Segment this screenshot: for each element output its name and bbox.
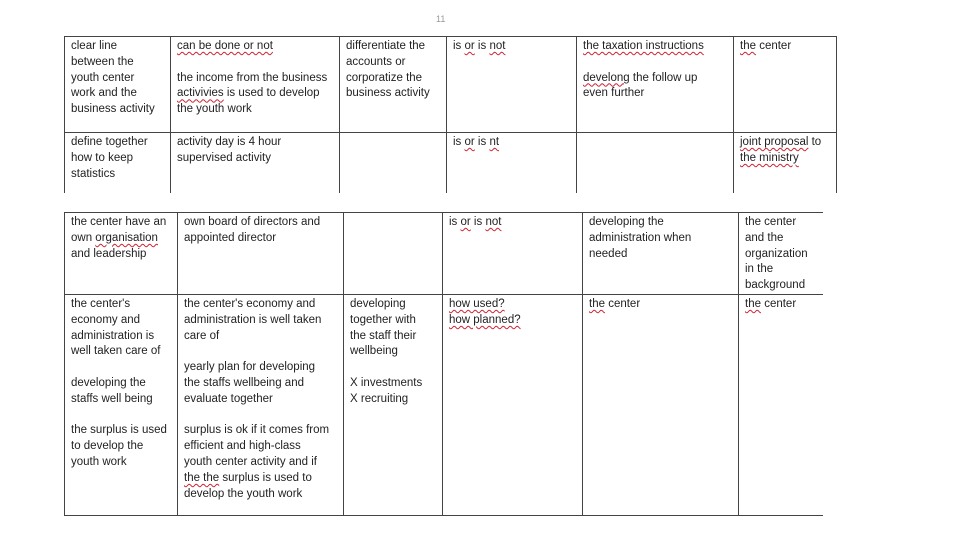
cell-line: the staffs wellbeing and	[184, 376, 304, 389]
cell-line: define together	[71, 136, 148, 148]
cell-line: developing	[350, 297, 406, 310]
cell-line	[71, 360, 173, 376]
table-cell	[65, 37, 171, 133]
cell-line: the staff their	[350, 329, 417, 342]
table-cell	[65, 294, 178, 515]
cell-line: is or is not	[449, 216, 502, 228]
page-number: 11	[436, 14, 446, 24]
table-cell	[583, 213, 739, 295]
cell-line: activivies is used to develop	[177, 87, 320, 100]
cell-line	[71, 408, 173, 424]
cell-line: supervised activity	[177, 151, 271, 164]
cell-line: is or is nt	[453, 136, 500, 148]
table-cell	[739, 213, 823, 295]
table-cell	[340, 37, 447, 133]
cell-line: care of	[184, 329, 220, 342]
cell-line: the center	[745, 216, 797, 228]
table-cell	[340, 133, 447, 194]
table-cell	[583, 294, 739, 515]
table-cell	[171, 37, 340, 133]
cell-line: needed	[589, 247, 628, 260]
table-cell	[443, 213, 583, 295]
cell-line: and the	[745, 231, 784, 244]
cell-line: X investments	[350, 376, 423, 389]
table-cell	[577, 133, 734, 194]
table-top	[64, 36, 837, 193]
cell-line: differentiate the	[346, 40, 426, 52]
table-cell	[734, 37, 837, 133]
cell-line: the taxation instructions	[583, 40, 704, 52]
table-cell	[734, 133, 837, 194]
cell-line	[177, 55, 335, 71]
cell-line: youth center	[71, 71, 135, 84]
table-cell	[443, 294, 583, 515]
cell-line: own organisation	[71, 231, 158, 244]
cell-line	[184, 344, 339, 360]
table-cell	[344, 294, 443, 515]
cell-line: surplus is ok if it comes from	[184, 424, 330, 437]
cell-line: is or is not	[453, 40, 506, 52]
cell-line: can be done or not	[177, 40, 273, 52]
cell-line: the center have an	[71, 216, 167, 228]
cell-line: activity day is 4 hour	[177, 136, 282, 148]
table-cell	[577, 37, 734, 133]
cell-line: business activity	[71, 103, 155, 116]
cell-line: the center	[740, 40, 792, 52]
cell-line: develop the youth work	[184, 487, 303, 500]
cell-line	[184, 408, 339, 424]
table-cell	[65, 133, 171, 194]
cell-line: background	[745, 279, 806, 292]
cell-line: statistics	[71, 167, 116, 180]
table-cell	[739, 294, 823, 515]
cell-line: efficient and high-class	[184, 440, 301, 453]
cell-line: organization	[745, 247, 808, 260]
cell-line: in the	[745, 263, 774, 276]
cell-line: developing the	[589, 216, 664, 228]
cell-line: economy and	[71, 313, 141, 326]
cell-line: together with	[350, 313, 416, 326]
table-row	[65, 37, 837, 133]
cell-line: the ministry	[740, 151, 799, 164]
cell-line: the the surplus is used to	[184, 471, 312, 484]
cell-line: administration is well taken	[184, 313, 322, 326]
cell-line: evaluate together	[184, 392, 273, 405]
table-cell	[344, 213, 443, 295]
cell-line: the center	[589, 297, 641, 310]
table-cell	[178, 294, 344, 515]
cell-line	[583, 55, 729, 71]
cell-line: and leadership	[71, 247, 147, 260]
cell-line: corporatize the	[346, 71, 423, 84]
table-cell	[65, 213, 178, 295]
cell-line: yearly plan for developing	[184, 361, 316, 374]
cell-line: even further	[583, 87, 645, 100]
cell-line: the surplus is used	[71, 424, 167, 437]
cell-line: wellbeing	[350, 345, 398, 358]
cell-line: own board of directors and	[184, 216, 321, 228]
table-cell	[447, 37, 577, 133]
table-cell	[178, 213, 344, 295]
cell-line: between the	[71, 55, 134, 68]
cell-line: the center's	[71, 297, 131, 310]
cell-line: accounts or	[346, 55, 406, 68]
table-bottom	[64, 212, 823, 516]
cell-line: youth center activity and if	[184, 455, 317, 468]
cell-line: staffs well being	[71, 392, 153, 405]
cell-line	[350, 360, 438, 376]
cell-line: how used?	[449, 297, 505, 310]
cell-line: joint proposal to	[740, 136, 822, 148]
cell-line: administration when	[589, 231, 692, 244]
cell-line: youth work	[71, 455, 127, 468]
table-cell	[171, 133, 340, 194]
table-row	[65, 213, 823, 295]
cell-line: clear line	[71, 40, 118, 52]
cell-line: to develop the	[71, 440, 144, 453]
cell-line: how planned?	[449, 313, 521, 326]
table-cell	[447, 133, 577, 194]
cell-line: appointed director	[184, 231, 277, 244]
table-row	[65, 133, 837, 194]
cell-line: work and the	[71, 87, 137, 100]
cell-line: how to keep	[71, 151, 134, 164]
cell-line: the income from the business	[177, 71, 328, 84]
cell-line: X recruiting	[350, 392, 409, 405]
cell-line: business activity	[346, 87, 430, 100]
cell-line: administration is	[71, 329, 155, 342]
cell-line: developing the	[71, 376, 146, 389]
cell-line: the youth work	[177, 103, 252, 116]
cell-line: the center	[745, 297, 797, 310]
table-row	[65, 294, 823, 515]
cell-line: the center's economy and	[184, 297, 316, 310]
cell-line: develong the follow up	[583, 71, 698, 84]
cell-line: well taken care of	[71, 345, 161, 358]
